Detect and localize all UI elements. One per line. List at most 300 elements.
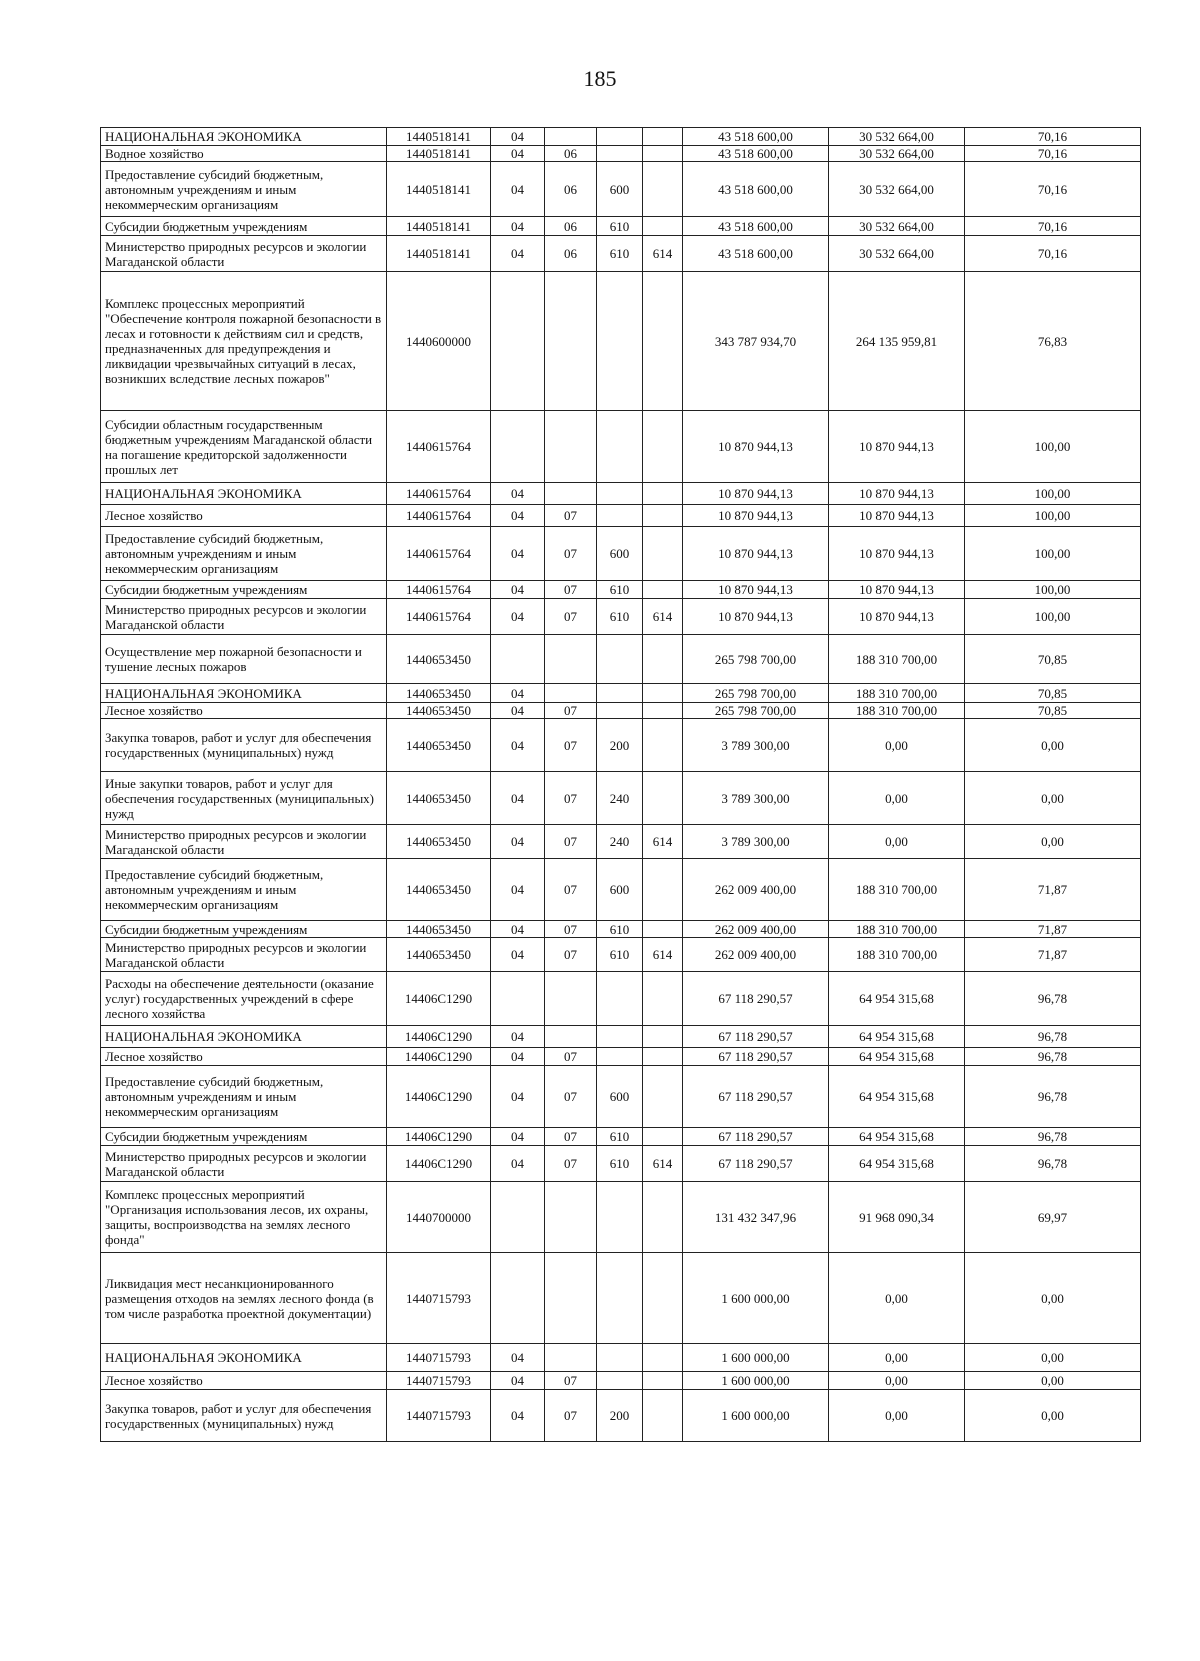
cell-fact: 188 310 700,00 [829,635,965,684]
cell-name: Комплекс процессных мероприятий "Обеспечение контроля пожарной безопасности в лесах и готовности к действиям сил и средств, предназначенных для предупреждения и ликвидации чрезвычайных ситуаций в лесах, возникших вследствие лесных пожаров" [101,272,387,411]
cell-subsection: 07 [545,719,597,772]
cell-subsection [545,272,597,411]
cell-percent: 96,78 [965,1128,1141,1146]
cell-plan: 3 789 300,00 [683,719,829,772]
cell-plan: 265 798 700,00 [683,703,829,719]
cell-expense-type: 610 [597,921,643,938]
cell-plan: 10 870 944,13 [683,411,829,483]
cell-percent: 71,87 [965,938,1141,972]
cell-name: Министерство природных ресурсов и экологии Магаданской области [101,825,387,859]
table-row [101,719,1141,772]
cell-plan: 67 118 290,57 [683,1026,829,1048]
cell-subsection: 07 [545,599,597,635]
cell-percent: 100,00 [965,599,1141,635]
cell-percent: 71,87 [965,921,1141,938]
table-row [101,599,1141,635]
cell-name: Водное хозяйство [101,146,387,162]
cell-subsection: 06 [545,217,597,236]
cell-name: Субсидии областным государственным бюджетным учреждениям Магаданской области на погашение кредиторской задолженности прошлых лет [101,411,387,483]
cell-admin-code: 614 [643,1146,683,1182]
cell-fact: 30 532 664,00 [829,146,965,162]
table-row [101,128,1141,146]
cell-code: 1440715793 [387,1372,491,1390]
cell-fact: 64 954 315,68 [829,1066,965,1128]
table-row [101,1182,1141,1253]
cell-expense-type [597,272,643,411]
cell-percent: 70,85 [965,703,1141,719]
table-row [101,1128,1141,1146]
cell-name: НАЦИОНАЛЬНАЯ ЭКОНОМИКА [101,1344,387,1372]
cell-section: 04 [491,1372,545,1390]
cell-subsection [545,1026,597,1048]
cell-section: 04 [491,938,545,972]
cell-code: 1440518141 [387,162,491,217]
cell-expense-type [597,972,643,1026]
cell-percent: 0,00 [965,772,1141,825]
cell-expense-type: 600 [597,1066,643,1128]
cell-section: 04 [491,483,545,505]
cell-subsection [545,128,597,146]
table-row [101,1344,1141,1372]
cell-percent: 70,16 [965,162,1141,217]
cell-subsection: 07 [545,527,597,581]
cell-code: 14406С1290 [387,1066,491,1128]
cell-plan: 43 518 600,00 [683,162,829,217]
cell-fact: 0,00 [829,719,965,772]
cell-percent: 69,97 [965,1182,1141,1253]
cell-admin-code: 614 [643,938,683,972]
cell-subsection: 07 [545,1066,597,1128]
cell-name: Субсидии бюджетным учреждениям [101,581,387,599]
cell-name: Закупка товаров, работ и услуг для обеспечения государственных (муниципальных) нужд [101,719,387,772]
table-row [101,921,1141,938]
cell-plan: 43 518 600,00 [683,236,829,272]
cell-name: Министерство природных ресурсов и экологии Магаданской области [101,599,387,635]
cell-fact: 64 954 315,68 [829,1048,965,1066]
cell-code: 1440518141 [387,146,491,162]
cell-percent: 96,78 [965,1026,1141,1048]
table-row [101,505,1141,527]
cell-expense-type [597,684,643,703]
cell-subsection [545,1182,597,1253]
cell-percent: 0,00 [965,1344,1141,1372]
cell-admin-code [643,1128,683,1146]
cell-subsection: 07 [545,938,597,972]
cell-admin-code [643,272,683,411]
cell-expense-type: 610 [597,217,643,236]
table-row [101,1048,1141,1066]
cell-plan: 67 118 290,57 [683,1048,829,1066]
cell-plan: 1 600 000,00 [683,1344,829,1372]
cell-admin-code [643,859,683,921]
cell-code: 14406С1290 [387,1026,491,1048]
cell-subsection: 06 [545,236,597,272]
cell-fact: 64 954 315,68 [829,1128,965,1146]
cell-code: 14406С1290 [387,1128,491,1146]
cell-fact: 264 135 959,81 [829,272,965,411]
cell-section [491,1182,545,1253]
table-body [101,128,1141,1442]
cell-name: Лесное хозяйство [101,505,387,527]
cell-plan: 67 118 290,57 [683,1128,829,1146]
cell-name: Комплекс процессных мероприятий "Организация использования лесов, их охраны, защиты, воспроизводства на землях лесного фонда" [101,1182,387,1253]
page-number: 185 [583,66,617,91]
cell-section: 04 [491,505,545,527]
cell-code: 1440615764 [387,581,491,599]
cell-percent: 100,00 [965,483,1141,505]
cell-subsection [545,483,597,505]
cell-fact: 188 310 700,00 [829,938,965,972]
table-row [101,1026,1141,1048]
cell-expense-type: 240 [597,772,643,825]
cell-code: 14406С1290 [387,1048,491,1066]
cell-percent: 96,78 [965,1066,1141,1128]
cell-fact: 91 968 090,34 [829,1182,965,1253]
cell-expense-type: 600 [597,162,643,217]
cell-admin-code [643,411,683,483]
cell-plan: 10 870 944,13 [683,483,829,505]
cell-plan: 1 600 000,00 [683,1253,829,1344]
table-row [101,1372,1141,1390]
cell-plan: 1 600 000,00 [683,1390,829,1442]
cell-subsection [545,635,597,684]
cell-expense-type [597,703,643,719]
budget-table [100,127,1141,1442]
cell-fact: 0,00 [829,1344,965,1372]
table-row [101,1390,1141,1442]
cell-plan: 262 009 400,00 [683,921,829,938]
cell-fact: 10 870 944,13 [829,411,965,483]
table-row [101,162,1141,217]
cell-name: НАЦИОНАЛЬНАЯ ЭКОНОМИКА [101,483,387,505]
cell-fact: 188 310 700,00 [829,703,965,719]
table-row [101,1146,1141,1182]
cell-subsection: 06 [545,146,597,162]
cell-code: 1440653450 [387,703,491,719]
cell-admin-code [643,772,683,825]
cell-percent: 100,00 [965,527,1141,581]
cell-expense-type: 610 [597,236,643,272]
table-row [101,1066,1141,1128]
cell-code: 1440518141 [387,217,491,236]
cell-name: НАЦИОНАЛЬНАЯ ЭКОНОМИКА [101,1026,387,1048]
cell-expense-type: 240 [597,825,643,859]
cell-section: 04 [491,236,545,272]
cell-fact: 64 954 315,68 [829,972,965,1026]
cell-percent: 70,85 [965,684,1141,703]
cell-name: Расходы на обеспечение деятельности (оказание услуг) государственных учреждений в сфере лесного хозяйства [101,972,387,1026]
cell-plan: 10 870 944,13 [683,581,829,599]
table-row [101,272,1141,411]
cell-fact: 188 310 700,00 [829,859,965,921]
cell-admin-code [643,972,683,1026]
cell-percent: 70,85 [965,635,1141,684]
cell-code: 1440653450 [387,825,491,859]
cell-name: Иные закупки товаров, работ и услуг для обеспечения государственных (муниципальных) нужд [101,772,387,825]
cell-plan: 262 009 400,00 [683,859,829,921]
cell-fact: 64 954 315,68 [829,1026,965,1048]
cell-subsection [545,1253,597,1344]
table-row [101,411,1141,483]
cell-section: 04 [491,1146,545,1182]
cell-plan: 131 432 347,96 [683,1182,829,1253]
cell-fact: 0,00 [829,1390,965,1442]
cell-fact: 188 310 700,00 [829,921,965,938]
cell-plan: 10 870 944,13 [683,527,829,581]
cell-section: 04 [491,1344,545,1372]
cell-name: Лесное хозяйство [101,703,387,719]
cell-percent: 70,16 [965,146,1141,162]
cell-expense-type: 610 [597,938,643,972]
cell-fact: 30 532 664,00 [829,128,965,146]
cell-expense-type [597,1372,643,1390]
cell-name: Предоставление субсидий бюджетным, автономным учреждениям и иным некоммерческим организациям [101,527,387,581]
cell-percent: 96,78 [965,972,1141,1026]
cell-section: 04 [491,1066,545,1128]
cell-expense-type [597,128,643,146]
cell-admin-code [643,1253,683,1344]
cell-section: 04 [491,703,545,719]
cell-subsection: 07 [545,1146,597,1182]
cell-expense-type: 610 [597,581,643,599]
cell-expense-type: 610 [597,1146,643,1182]
cell-section: 04 [491,1128,545,1146]
cell-fact: 0,00 [829,1253,965,1344]
cell-code: 1440653450 [387,859,491,921]
cell-admin-code [643,1344,683,1372]
cell-admin-code [643,1372,683,1390]
cell-subsection: 07 [545,1372,597,1390]
cell-code: 1440653450 [387,684,491,703]
table-row [101,972,1141,1026]
cell-fact: 10 870 944,13 [829,599,965,635]
cell-expense-type: 200 [597,1390,643,1442]
cell-percent: 0,00 [965,1253,1141,1344]
table-row [101,772,1141,825]
cell-section: 04 [491,146,545,162]
cell-subsection [545,684,597,703]
table-row [101,581,1141,599]
cell-expense-type: 200 [597,719,643,772]
cell-expense-type [597,1182,643,1253]
cell-code: 1440615764 [387,527,491,581]
cell-plan: 262 009 400,00 [683,938,829,972]
cell-name: НАЦИОНАЛЬНАЯ ЭКОНОМИКА [101,684,387,703]
cell-name: Лесное хозяйство [101,1372,387,1390]
cell-code: 1440615764 [387,411,491,483]
cell-percent: 0,00 [965,719,1141,772]
cell-code: 1440518141 [387,128,491,146]
table-row [101,236,1141,272]
cell-subsection: 07 [545,1128,597,1146]
cell-fact: 188 310 700,00 [829,684,965,703]
cell-fact: 30 532 664,00 [829,162,965,217]
cell-fact: 0,00 [829,772,965,825]
cell-name: Предоставление субсидий бюджетным, автономным учреждениям и иным некоммерческим организациям [101,1066,387,1128]
cell-plan: 3 789 300,00 [683,772,829,825]
cell-code: 1440653450 [387,719,491,772]
cell-code: 1440600000 [387,272,491,411]
cell-subsection: 06 [545,162,597,217]
cell-code: 1440653450 [387,921,491,938]
table-row [101,825,1141,859]
table-row [101,859,1141,921]
cell-name: Предоставление субсидий бюджетным, автономным учреждениям и иным некоммерческим организациям [101,162,387,217]
cell-subsection [545,1344,597,1372]
cell-section: 04 [491,1048,545,1066]
cell-subsection: 07 [545,859,597,921]
cell-fact: 0,00 [829,825,965,859]
cell-expense-type [597,1344,643,1372]
cell-plan: 67 118 290,57 [683,1146,829,1182]
cell-name: Лесное хозяйство [101,1048,387,1066]
table-row [101,483,1141,505]
cell-section: 04 [491,921,545,938]
cell-code: 1440715793 [387,1390,491,1442]
cell-expense-type [597,1026,643,1048]
cell-code: 1440700000 [387,1182,491,1253]
cell-code: 1440653450 [387,772,491,825]
cell-name: Ликвидация мест несанкционированного размещения отходов на землях лесного фонда (в том числе разработка проектной документации) [101,1253,387,1344]
cell-percent: 96,78 [965,1048,1141,1066]
cell-plan: 67 118 290,57 [683,1066,829,1128]
cell-section: 04 [491,527,545,581]
cell-percent: 100,00 [965,581,1141,599]
cell-name: Предоставление субсидий бюджетным, автономным учреждениям и иным некоммерческим организациям [101,859,387,921]
cell-admin-code [643,483,683,505]
cell-admin-code [643,527,683,581]
cell-expense-type [597,1253,643,1344]
cell-fact: 30 532 664,00 [829,236,965,272]
cell-subsection: 07 [545,1390,597,1442]
table-row [101,1253,1141,1344]
cell-percent: 70,16 [965,128,1141,146]
cell-code: 1440653450 [387,635,491,684]
cell-plan: 43 518 600,00 [683,146,829,162]
cell-fact: 10 870 944,13 [829,527,965,581]
cell-expense-type: 600 [597,527,643,581]
cell-name: Осуществление мер пожарной безопасности и тушение лесных пожаров [101,635,387,684]
cell-section: 04 [491,1390,545,1442]
cell-admin-code [643,703,683,719]
cell-admin-code [643,1048,683,1066]
cell-admin-code [643,1066,683,1128]
cell-percent: 0,00 [965,1372,1141,1390]
cell-section: 04 [491,599,545,635]
cell-code: 1440715793 [387,1344,491,1372]
cell-plan: 43 518 600,00 [683,217,829,236]
cell-section: 04 [491,719,545,772]
cell-section: 04 [491,128,545,146]
cell-admin-code [643,505,683,527]
cell-section [491,972,545,1026]
cell-section [491,1253,545,1344]
cell-percent: 70,16 [965,236,1141,272]
cell-expense-type: 610 [597,1128,643,1146]
cell-admin-code [643,1390,683,1442]
cell-percent: 100,00 [965,411,1141,483]
cell-subsection: 07 [545,1048,597,1066]
cell-admin-code [643,635,683,684]
cell-section [491,272,545,411]
cell-admin-code [643,128,683,146]
cell-plan: 10 870 944,13 [683,599,829,635]
cell-percent: 71,87 [965,859,1141,921]
cell-subsection [545,972,597,1026]
cell-name: НАЦИОНАЛЬНАЯ ЭКОНОМИКА [101,128,387,146]
cell-section: 04 [491,581,545,599]
cell-admin-code [643,581,683,599]
cell-admin-code [643,217,683,236]
cell-name: Министерство природных ресурсов и экологии Магаданской области [101,1146,387,1182]
cell-plan: 343 787 934,70 [683,272,829,411]
table-row [101,146,1141,162]
cell-expense-type [597,505,643,527]
cell-plan: 10 870 944,13 [683,505,829,527]
cell-admin-code [643,921,683,938]
cell-name: Субсидии бюджетным учреждениям [101,1128,387,1146]
cell-percent: 100,00 [965,505,1141,527]
table-row [101,635,1141,684]
cell-code: 1440715793 [387,1253,491,1344]
cell-subsection: 07 [545,921,597,938]
cell-subsection [545,411,597,483]
table-row [101,938,1141,972]
cell-fact: 0,00 [829,1372,965,1390]
cell-expense-type [597,1048,643,1066]
cell-admin-code: 614 [643,825,683,859]
cell-expense-type [597,635,643,684]
cell-percent: 96,78 [965,1146,1141,1182]
cell-plan: 43 518 600,00 [683,128,829,146]
cell-expense-type [597,146,643,162]
cell-admin-code [643,146,683,162]
table-row [101,217,1141,236]
cell-subsection: 07 [545,581,597,599]
table-row [101,684,1141,703]
cell-fact: 10 870 944,13 [829,505,965,527]
cell-plan: 265 798 700,00 [683,635,829,684]
cell-percent: 70,16 [965,217,1141,236]
cell-section: 04 [491,684,545,703]
cell-section: 04 [491,772,545,825]
cell-fact: 10 870 944,13 [829,581,965,599]
cell-name: Субсидии бюджетным учреждениям [101,921,387,938]
cell-section: 04 [491,859,545,921]
cell-subsection: 07 [545,825,597,859]
cell-section [491,411,545,483]
cell-section: 04 [491,217,545,236]
cell-section: 04 [491,162,545,217]
cell-percent: 0,00 [965,825,1141,859]
cell-name: Закупка товаров, работ и услуг для обеспечения государственных (муниципальных) нужд [101,1390,387,1442]
table-row [101,703,1141,719]
cell-plan: 67 118 290,57 [683,972,829,1026]
cell-admin-code [643,1026,683,1048]
cell-section: 04 [491,825,545,859]
cell-section: 04 [491,1026,545,1048]
cell-name: Министерство природных ресурсов и экологии Магаданской области [101,938,387,972]
cell-code: 14406С1290 [387,972,491,1026]
cell-percent: 76,83 [965,272,1141,411]
cell-code: 1440653450 [387,938,491,972]
cell-fact: 64 954 315,68 [829,1146,965,1182]
cell-fact: 30 532 664,00 [829,217,965,236]
cell-code: 1440615764 [387,505,491,527]
cell-admin-code [643,1182,683,1253]
cell-percent: 0,00 [965,1390,1141,1442]
cell-admin-code: 614 [643,599,683,635]
